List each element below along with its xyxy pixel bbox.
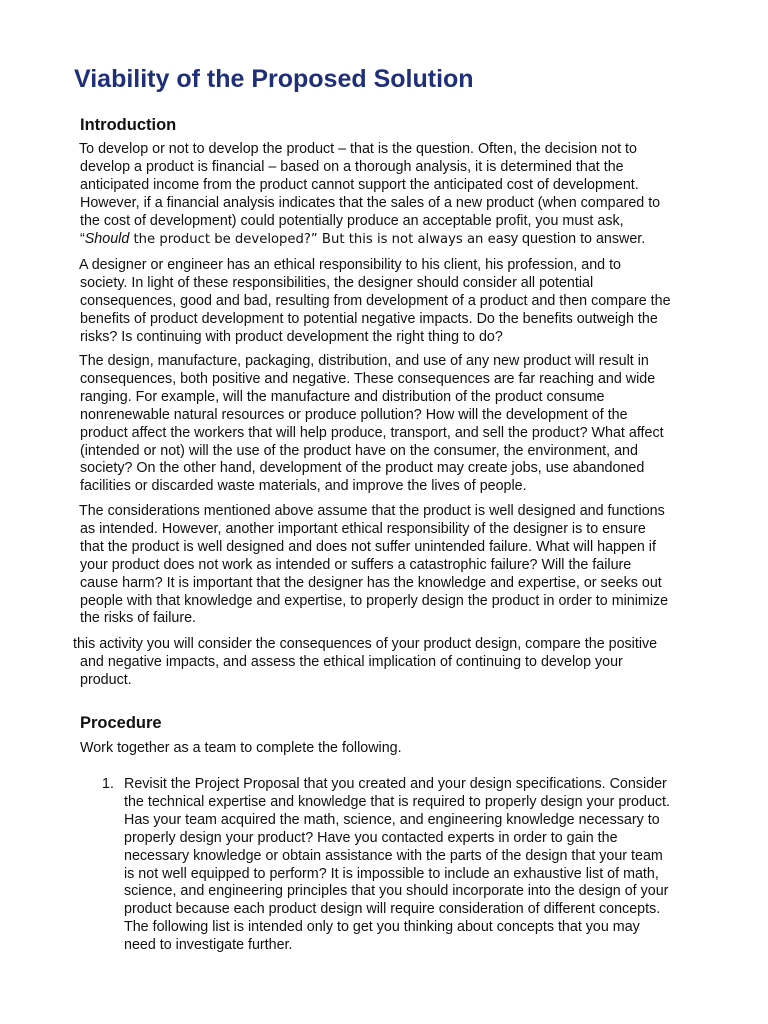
text-line: nonrenewable natural resources or produce pollution? How will the development of the	[80, 406, 628, 423]
text-line: and negative impacts, and assess the ethical implication of continuing to develop your	[80, 653, 623, 670]
intro-paragraph-3	[79, 353, 664, 496]
text-line: the risks of failure.	[80, 610, 197, 627]
text-line: is not well equipped to perform? It is impossible to include an exhaustive list of math,	[124, 865, 659, 882]
text-line: cause harm? It is important that the designer has the knowledge and expertise, or seeks out	[80, 574, 662, 591]
text-line: product affect the workers that will help produce, transport, and sell the product? What affect	[80, 424, 664, 441]
text-line: The following list is intended only to get you thinking about concepts that you may	[124, 919, 640, 936]
text-line: risks? Is continuing with product development the right thing to do?	[80, 328, 503, 345]
text-line: society? On the other hand, development of the product may create jobs, use abandoned	[80, 460, 645, 477]
text-line: develop a product is financial – based on a thorough analysis, it is determined that the	[80, 158, 624, 175]
text-line: need to investigate further.	[124, 937, 293, 954]
text-line: science, and engineering principles that you should incorporate into the design of your	[124, 883, 669, 900]
text-line: However, if a financial analysis indicates that the sales of a new product (when compared to	[80, 194, 661, 211]
text-line: Work together as a team to complete the following.	[80, 740, 402, 756]
text-line: society. In light of these responsibilities, the designer should consider all potential	[80, 274, 594, 291]
text-line: product.	[80, 671, 132, 688]
emphasis-should: Should	[84, 230, 130, 247]
document-title: Viability of the Proposed Solution	[74, 65, 474, 93]
text-line: ranging. For example, will the manufacture and distribution of the product consume	[80, 388, 605, 405]
text-line: the technical expertise and knowledge that is required to properly design your product.	[124, 793, 670, 810]
intro-paragraph-4	[79, 503, 668, 628]
intro-paragraph-2	[79, 257, 671, 347]
text-line: consequences, good and bad, resulting from development of a product and then compare the	[80, 292, 671, 309]
text-line: your product does not work as intended or suffers a catastrophic failure? Will the failure	[80, 556, 632, 573]
text-line: consequences, both positive and negative. These consequences are far reaching and wide	[80, 370, 656, 387]
text-line	[79, 231, 660, 249]
text-line: facilities or discarded waste materials, and improve the lives of people.	[80, 478, 527, 495]
text-line: The considerations mentioned above assume that the product is well designed and functions	[79, 503, 665, 519]
text-line: properly design your product? Have you contacted experts in order to gain the	[124, 829, 618, 846]
open-quote: “	[80, 230, 85, 247]
intro-paragraph-1	[79, 141, 660, 248]
list-item-text	[124, 776, 670, 955]
text-line: as intended. However, another important ethical responsibility of the designer is to ensure	[80, 520, 646, 537]
text-line: product because each product design will require consideration of different concepts.	[124, 901, 661, 918]
intro-paragraph-5	[73, 636, 657, 690]
text-line: the cost of development) could potentially produce an acceptable profit, you must ask,	[80, 212, 624, 229]
text-line: necessary knowledge or obtain assistance with the parts of the design that your team	[124, 847, 663, 864]
procedure-intro	[80, 740, 402, 758]
introduction-heading: Introduction	[80, 116, 177, 134]
text-line: people with that knowledge and expertise, to properly design the product in order to minimize	[80, 592, 669, 609]
text-line: Has your team acquired the math, science, and engineering knowledge necessary to	[124, 811, 660, 828]
text-run: sy question to answer.	[503, 230, 646, 247]
text-line: (intended or not) will the use of the product have on the consumer, the environment, and	[80, 442, 638, 459]
text-line: To develop or not to develop the product – that is the question. Often, the decision not to	[79, 141, 637, 157]
mixed-font-text: the product be developed?” But this is not always an ea	[129, 231, 504, 247]
text-line: anticipated income from the product cannot support the anticipated cost of development.	[80, 176, 639, 193]
text-line: benefits of product development to potential negative impacts. Do the benefits outweigh the	[80, 310, 658, 327]
text-line: The design, manufacture, packaging, distribution, and use of any new product will result in	[79, 353, 649, 369]
text-line: Revisit the Project Proposal that you created and your design specifications. Consider	[124, 776, 667, 792]
text-line: that the product is well designed and does not suffer unintended failure. What will happen if	[80, 538, 656, 555]
list-number: 1.	[102, 776, 114, 792]
text-line: A designer or engineer has an ethical responsibility to his client, his profession, and to	[79, 257, 622, 273]
text-line: this activity you will consider the consequences of your product design, compare the positive	[73, 636, 658, 652]
procedure-heading: Procedure	[80, 714, 162, 732]
